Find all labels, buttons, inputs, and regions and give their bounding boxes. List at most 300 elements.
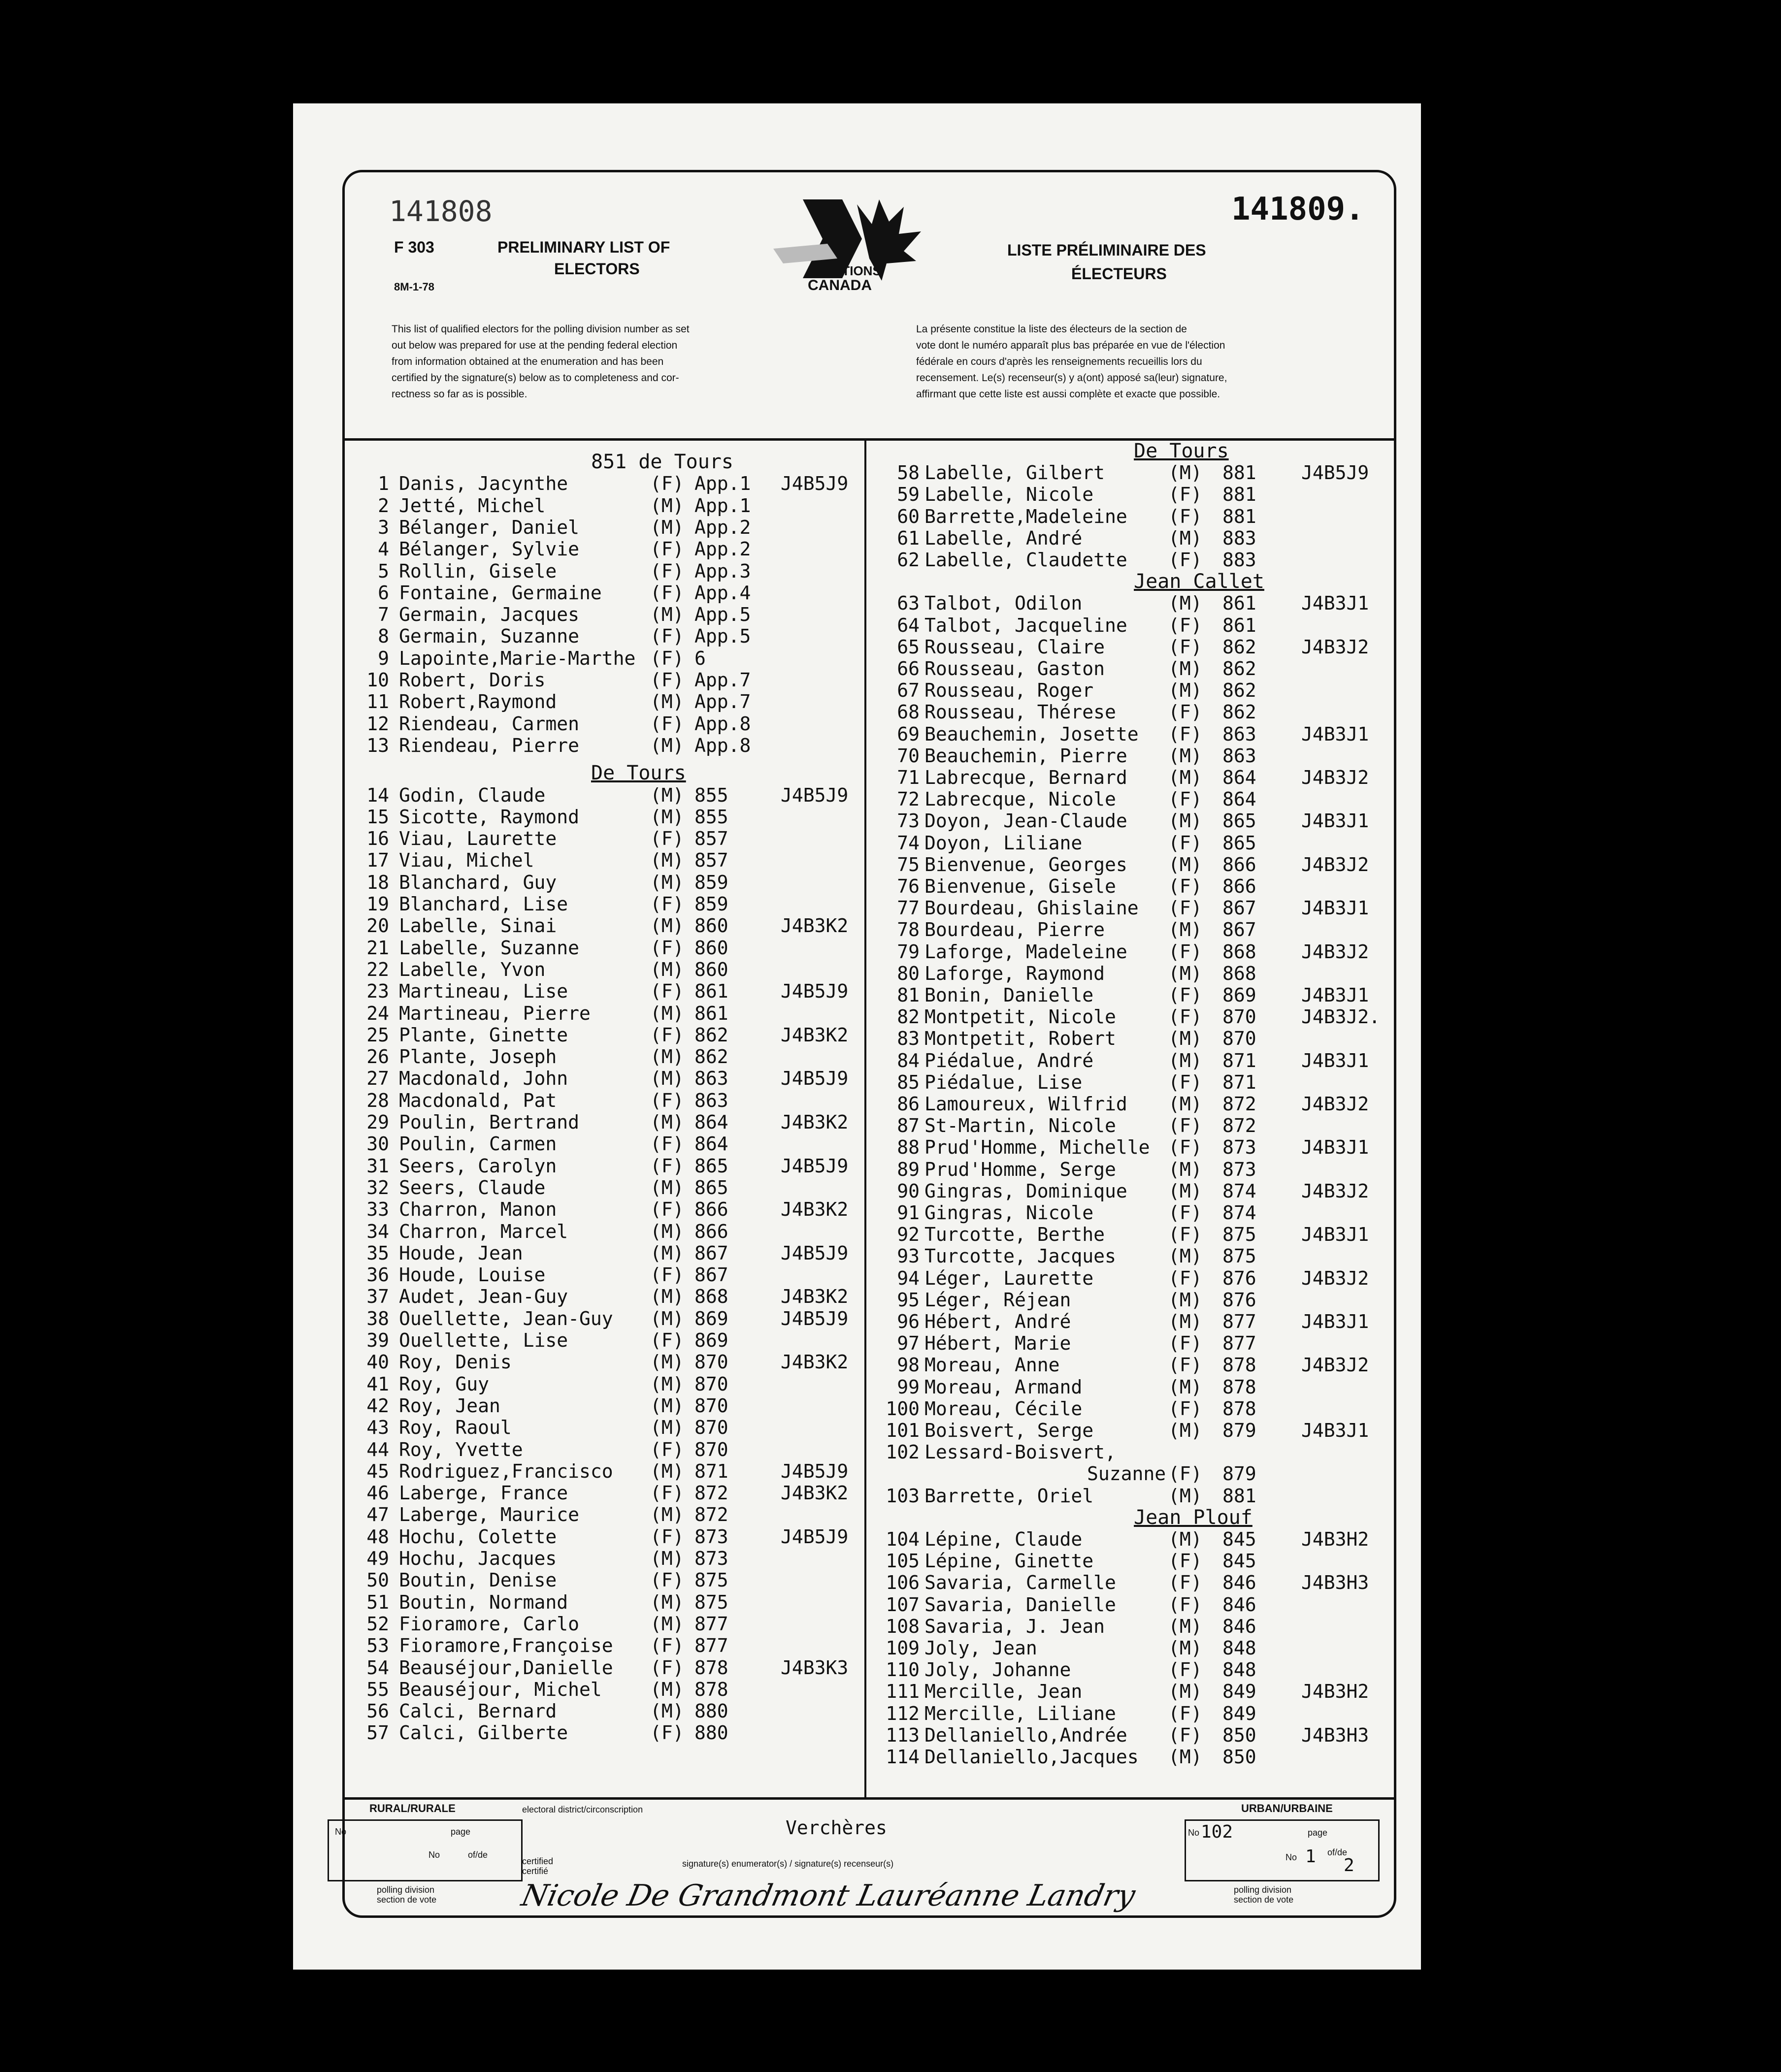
elector-name: Roy, Raoul: [399, 1417, 512, 1439]
elector-address: App.3: [694, 560, 751, 582]
elector-postal-code: J4B3J1: [1301, 1136, 1369, 1159]
elector-address: 878: [1222, 1397, 1256, 1420]
elector-address: 855: [694, 784, 728, 806]
elector-number: 100: [886, 1397, 920, 1420]
elector-number: 74: [897, 832, 920, 854]
elector-postal-code: J4B3J1: [1301, 1311, 1369, 1332]
street-heading-text: 851 de Tours: [591, 451, 733, 473]
elector-name: Joly, Johanne: [924, 1659, 1071, 1681]
elector-row: [868, 1028, 1390, 1049]
elector-row: [355, 604, 862, 625]
elector-number: 92: [897, 1224, 920, 1246]
elector-address: 855: [694, 806, 728, 828]
elector-postal-code: J4B3K2: [781, 1482, 849, 1504]
elector-name: Sicotte, Raymond: [399, 806, 580, 828]
elector-name: Plante, Joseph: [399, 1046, 557, 1068]
polling-division-right: polling division section de vote: [1234, 1885, 1294, 1905]
elector-address: 863: [694, 1089, 728, 1111]
elector-sex: (M): [1168, 1158, 1202, 1180]
elector-address: 857: [694, 828, 728, 850]
elector-number: 62: [897, 549, 920, 571]
elector-number: 44: [366, 1438, 389, 1460]
elector-name: Rousseau, Roger: [924, 680, 1094, 702]
elector-number: 78: [897, 919, 920, 941]
elector-sex: (F): [650, 1264, 684, 1286]
elector-address: 865: [1222, 832, 1256, 854]
elector-row: [868, 1245, 1390, 1267]
elector-address: 874: [1222, 1180, 1256, 1202]
elector-sex: (F): [1168, 549, 1202, 571]
elector-sex: (F): [650, 1198, 684, 1221]
elector-name: Godin, Claude: [399, 784, 546, 806]
elector-number: 46: [366, 1482, 389, 1504]
elector-name: Beauséjour,Danielle: [399, 1656, 613, 1679]
elector-postal-code: J4B3J1: [1301, 592, 1369, 615]
elector-row: [355, 1221, 862, 1242]
title-fr-line2: ÉLECTEURS: [1071, 265, 1167, 283]
elector-sex: (F): [650, 538, 684, 560]
elector-address: 874: [1222, 1202, 1256, 1224]
elector-name: Doyon, Jean-Claude: [924, 810, 1127, 832]
elector-row: [355, 1417, 862, 1438]
elector-address: 875: [694, 1591, 728, 1613]
elector-sex: (M): [1168, 1615, 1202, 1637]
elector-address: 866: [694, 1220, 728, 1242]
elector-row: [868, 1463, 1390, 1485]
rural-number-box: [328, 1819, 523, 1881]
elector-number: 102: [886, 1441, 920, 1463]
elector-address: 849: [1222, 1702, 1256, 1724]
elector-number: 39: [366, 1329, 389, 1351]
elector-row: [355, 1591, 862, 1613]
elector-row: [868, 1637, 1390, 1659]
elector-sex: (M): [1168, 767, 1202, 788]
elector-postal-code: J4B3H2: [1301, 1681, 1369, 1703]
elector-row: [355, 625, 862, 647]
elector-number: 106: [886, 1572, 920, 1594]
elector-number: 43: [366, 1417, 389, 1439]
elector-row: [868, 941, 1390, 963]
elector-name: Mercille, Jean: [924, 1681, 1083, 1703]
elector-row: [355, 1177, 862, 1198]
elector-sex: (M): [1168, 527, 1202, 549]
elector-sex: (F): [650, 669, 684, 691]
elector-row: [868, 1267, 1390, 1289]
elector-postal-code: J4B3K2: [781, 1286, 849, 1308]
elector-sex: (M): [650, 691, 684, 713]
elector-row: [355, 1024, 862, 1046]
elector-number: 66: [897, 658, 920, 680]
elector-row: [355, 849, 862, 871]
enumerator-signatures: Nicole De Grandmont Lauréanne Landry: [518, 1878, 1138, 1913]
elector-row: [868, 1616, 1390, 1637]
elector-number: 17: [366, 849, 389, 872]
elector-sex: (M): [1168, 1528, 1202, 1550]
elector-row: [868, 1528, 1390, 1550]
elector-row: [355, 1700, 862, 1722]
elector-row: [868, 636, 1390, 658]
elector-row: [355, 872, 862, 893]
elector-row: [355, 1526, 862, 1548]
elector-row: [355, 828, 862, 849]
elector-number: 86: [897, 1093, 920, 1115]
elector-postal-code: J4B3H3: [1301, 1724, 1369, 1746]
elector-sex: (F): [650, 1525, 684, 1548]
elector-sex: (M): [650, 1242, 684, 1264]
elector-postal-code: J4B3K2: [781, 915, 849, 937]
elector-address: 863: [1222, 745, 1256, 767]
elector-name: Viau, Michel: [399, 849, 534, 872]
elector-row: [355, 1351, 862, 1373]
elector-address: 860: [694, 915, 728, 937]
elector-name: Robert, Doris: [399, 669, 546, 691]
elector-row: [868, 701, 1390, 723]
elector-number: 9: [378, 647, 389, 669]
elector-row: [868, 658, 1390, 680]
elector-name: Boutin, Normand: [399, 1591, 568, 1613]
elector-row: [868, 1441, 1390, 1463]
elector-name: Barrette,Madeleine: [924, 505, 1127, 527]
street-heading: [591, 451, 733, 473]
elector-row: [868, 1398, 1390, 1420]
elector-address: 861: [1222, 592, 1256, 615]
elector-address: 864: [1222, 788, 1256, 810]
elector-address: 867: [1222, 919, 1256, 941]
elector-name: Roy, Yvette: [399, 1438, 523, 1460]
elector-sex: (F): [1168, 636, 1202, 658]
elector-number: 90: [897, 1180, 920, 1202]
form-code: F 303: [394, 238, 434, 256]
elector-sex: (F): [1168, 1115, 1202, 1137]
elector-address: 862: [1222, 701, 1256, 723]
elector-number: 94: [897, 1267, 920, 1289]
elector-row: [355, 1613, 862, 1635]
elector-row: [355, 1329, 862, 1351]
elector-sex: (M): [650, 1286, 684, 1308]
elector-name: Gingras, Nicole: [924, 1202, 1094, 1224]
elector-number: 93: [897, 1245, 920, 1267]
intro-fr-line: fédérale en cours d'après les renseignements recueillis lors du: [916, 356, 1202, 367]
elector-number: 60: [897, 505, 920, 527]
elector-name: Moreau, Cécile: [924, 1397, 1083, 1420]
elector-sex: (F): [1168, 614, 1202, 636]
certified-label: certified certifié: [522, 1856, 554, 1876]
electors-left-column: [355, 442, 862, 1796]
elector-address: 849: [1222, 1681, 1256, 1703]
elector-number: 84: [897, 1049, 920, 1071]
elector-sex: (M): [1168, 1049, 1202, 1071]
elector-number: 4: [378, 538, 389, 560]
elector-number: 88: [897, 1136, 920, 1159]
elector-address: 846: [1222, 1615, 1256, 1637]
elector-sex: (M): [650, 1351, 684, 1373]
elector-row: [868, 984, 1390, 1006]
elector-postal-code: J4B3K3: [781, 1656, 849, 1679]
elector-name: Fioramore,Françoise: [399, 1635, 613, 1657]
elector-name: Houde, Louise: [399, 1264, 546, 1286]
elector-name: Labelle, André: [924, 527, 1083, 549]
elector-sex: (F): [650, 1024, 684, 1046]
elector-row: [868, 767, 1390, 788]
elector-row: [355, 1679, 862, 1700]
elector-sex: (M): [650, 1504, 684, 1526]
elector-sex: (M): [1168, 745, 1202, 767]
elector-name: Calci, Gilberte: [399, 1722, 568, 1744]
elector-number: 113: [886, 1724, 920, 1746]
intro-fr-line: vote dont le numéro apparaît plus bas préparée en vue de l'élection: [916, 340, 1225, 351]
elector-number: 21: [366, 937, 389, 959]
elector-row: [868, 1071, 1390, 1093]
elector-address: 873: [694, 1548, 728, 1569]
elector-row: [355, 1439, 862, 1460]
elector-row: [868, 1202, 1390, 1224]
elector-address: 864: [694, 1133, 728, 1155]
elector-name: Léger, Laurette: [924, 1267, 1094, 1289]
elector-number: 24: [366, 1002, 389, 1024]
elector-postal-code: J4B3J2: [1301, 1354, 1369, 1376]
logo-text-line2: CANADA: [808, 277, 872, 293]
elector-number: 31: [366, 1155, 389, 1177]
elector-name: Beauchemin, Pierre: [924, 745, 1127, 767]
elector-sex: (M): [650, 1548, 684, 1569]
elector-address: 881: [1222, 505, 1256, 527]
elector-number: 49: [366, 1548, 389, 1569]
elector-sex: (F): [1168, 701, 1202, 723]
elector-number: 14: [366, 784, 389, 806]
elector-postal-code: J4B5J9: [781, 1155, 849, 1177]
elector-sex: (M): [650, 958, 684, 980]
elector-number: 30: [366, 1133, 389, 1155]
elector-name: Houde, Jean: [399, 1242, 523, 1264]
elector-number: 80: [897, 962, 920, 984]
elector-sex: (M): [650, 1176, 684, 1198]
elector-sex: (F): [1168, 1202, 1202, 1224]
elector-address: 865: [1222, 810, 1256, 832]
elector-sex: (M): [1168, 1485, 1202, 1507]
elector-sex: (F): [1168, 1397, 1202, 1420]
elector-address: 881: [1222, 484, 1256, 506]
street-heading-text: Jean Plouf: [1134, 1506, 1253, 1529]
elector-number: 107: [886, 1593, 920, 1616]
elector-name: St-Martin, Nicole: [924, 1115, 1116, 1137]
elector-sex: (F): [650, 937, 684, 959]
elector-name: Poulin, Carmen: [399, 1133, 557, 1155]
elector-number: 77: [897, 897, 920, 919]
elector-name: Lépine, Ginette: [924, 1550, 1094, 1572]
elector-address: 875: [1222, 1224, 1256, 1246]
elector-number: 59: [897, 484, 920, 506]
elections-canada-logo: [768, 194, 931, 298]
elector-number: 34: [366, 1220, 389, 1242]
elector-sex: (M): [650, 1307, 684, 1329]
elector-row: [355, 1046, 862, 1068]
elector-number: 82: [897, 1006, 920, 1028]
elector-row: [355, 1068, 862, 1089]
elector-name: Rodriguez,Francisco: [399, 1460, 613, 1482]
elector-sex: (F): [650, 560, 684, 582]
elector-name: Piédalue, Lise: [924, 1071, 1083, 1093]
elector-row: [868, 1224, 1390, 1245]
intro-en-line: rectness so far as is possible.: [392, 388, 528, 400]
elector-row: [868, 1093, 1390, 1115]
elector-row: [355, 495, 862, 517]
elector-postal-code: J4B3J1: [1301, 1049, 1369, 1071]
elector-name: Fontaine, Germaine: [399, 582, 602, 604]
elector-sex: (M): [650, 1591, 684, 1613]
elector-name: Talbot, Odilon: [924, 592, 1083, 615]
elector-number: 109: [886, 1637, 920, 1659]
elector-address: 850: [1222, 1746, 1256, 1768]
elector-address: 866: [1222, 875, 1256, 897]
elector-name: Fioramore, Carlo: [399, 1613, 580, 1635]
elector-row: [868, 462, 1390, 484]
elector-address: 865: [694, 1155, 728, 1177]
elector-postal-code: J4B5J9: [781, 473, 849, 495]
elector-name: Hébert, Marie: [924, 1332, 1071, 1355]
elector-sex: (M): [650, 1460, 684, 1482]
elector-sex: (F): [650, 1482, 684, 1504]
elector-row: [868, 506, 1390, 527]
elector-address: 875: [1222, 1245, 1256, 1267]
elector-sex: (F): [1168, 484, 1202, 506]
rural-no-label-2: No: [429, 1850, 440, 1860]
street-heading: [591, 762, 686, 784]
elector-name: Bienvenue, Georges: [924, 853, 1127, 875]
elector-number: 20: [366, 915, 389, 937]
elector-sex: (F): [1168, 1071, 1202, 1093]
elector-name: Bourdeau, Pierre: [924, 919, 1105, 941]
street-heading-text: Jean Callet: [1134, 570, 1264, 593]
urban-no-value: 102: [1201, 1822, 1233, 1842]
elector-row: [868, 1724, 1390, 1746]
elector-number: 81: [897, 984, 920, 1006]
elector-postal-code: J4B3J2: [1301, 1093, 1369, 1115]
elector-address: 860: [694, 958, 728, 980]
elector-name: Lépine, Claude: [924, 1528, 1083, 1550]
elector-postal-code: J4B5J9: [781, 980, 849, 1003]
elector-sex: (F): [650, 1569, 684, 1591]
street-heading-text: De Tours: [1134, 440, 1229, 462]
elector-name: Calci, Bernard: [399, 1700, 557, 1722]
elector-number: 95: [897, 1289, 920, 1311]
elector-address: 857: [694, 849, 728, 872]
elector-postal-code: J4B3J2: [1301, 1267, 1369, 1289]
elector-number: 23: [366, 980, 389, 1003]
elector-sex: (F): [650, 1133, 684, 1155]
elector-name: Laforge, Madeleine: [924, 940, 1127, 963]
elector-number: 72: [897, 788, 920, 810]
street-heading-text: De Tours: [591, 762, 686, 785]
elector-name: Suzanne: [1087, 1463, 1166, 1485]
elector-name: Viau, Laurette: [399, 828, 557, 850]
elector-number: 6: [378, 582, 389, 604]
elector-row: [355, 806, 862, 828]
elector-number: 36: [366, 1264, 389, 1286]
elector-row: [355, 735, 862, 756]
form-date: 8M-1-78: [394, 281, 434, 293]
elector-address: 864: [1222, 767, 1256, 788]
elector-name: Lapointe,Marie-Marthe: [399, 647, 636, 669]
elector-name: Seers, Claude: [399, 1176, 546, 1198]
elector-number: 32: [366, 1176, 389, 1198]
elector-address: 850: [1222, 1724, 1256, 1746]
elector-address: 868: [1222, 962, 1256, 984]
elector-address: 870: [694, 1394, 728, 1417]
elector-name: Beauchemin, Josette: [924, 723, 1139, 745]
elector-name: Laforge, Raymond: [924, 962, 1105, 984]
elector-address: 862: [694, 1046, 728, 1068]
elector-row: [355, 648, 862, 669]
elector-postal-code: J4B5J9: [781, 1068, 849, 1090]
polling-division-left: polling division section de vote: [377, 1885, 437, 1905]
elector-address: 862: [694, 1024, 728, 1046]
elector-sex: (M): [650, 1046, 684, 1068]
elector-number: 27: [366, 1068, 389, 1090]
elector-sex: (M): [650, 516, 684, 538]
elector-number: 58: [897, 462, 920, 484]
elector-postal-code: J4B5J9: [781, 784, 849, 806]
elector-sex: (M): [1168, 919, 1202, 941]
elector-address: 866: [1222, 853, 1256, 875]
elector-name: Poulin, Bertrand: [399, 1111, 580, 1133]
elector-sex: (M): [650, 784, 684, 806]
elector-sex: (M): [650, 1068, 684, 1090]
elector-address: 878: [1222, 1376, 1256, 1398]
intro-en-line: certified by the signature(s) below as to completeness and cor-: [392, 372, 679, 384]
elector-sex: (M): [1168, 1746, 1202, 1768]
elector-postal-code: J4B5J9: [781, 1242, 849, 1264]
elector-row: [868, 875, 1390, 897]
urban-of-value: 2: [1344, 1855, 1354, 1876]
elector-name: Boisvert, Serge: [924, 1420, 1094, 1441]
elector-number: 98: [897, 1354, 920, 1376]
elector-postal-code: J4B3J1: [1301, 984, 1369, 1006]
elector-address: App.1: [694, 473, 751, 495]
elector-sex: (F): [650, 828, 684, 850]
elector-sex: (M): [650, 1394, 684, 1417]
elector-number: 28: [366, 1089, 389, 1111]
elector-name: Moreau, Armand: [924, 1376, 1083, 1398]
elector-row: [868, 1572, 1390, 1593]
elector-row: [355, 1373, 862, 1395]
elector-sex: (M): [1168, 853, 1202, 875]
elector-name: Riendeau, Pierre: [399, 734, 580, 756]
elector-sex: (M): [650, 494, 684, 517]
elector-number: 22: [366, 958, 389, 980]
elector-address: 862: [1222, 680, 1256, 702]
elector-row: [868, 1354, 1390, 1376]
elector-address: App.2: [694, 516, 751, 538]
elector-name: Labelle, Sinai: [399, 915, 557, 937]
elector-address: 846: [1222, 1593, 1256, 1616]
elector-row: [355, 1548, 862, 1569]
elector-address: 862: [1222, 636, 1256, 658]
elector-sex: (M): [650, 1417, 684, 1439]
elector-number: 10: [366, 669, 389, 691]
elector-row: [868, 810, 1390, 832]
elector-sex: (F): [1168, 788, 1202, 810]
elector-number: 56: [366, 1700, 389, 1722]
elector-row: [868, 1659, 1390, 1681]
elector-number: 75: [897, 853, 920, 875]
elector-address: App.5: [694, 625, 751, 648]
elector-postal-code: J4B5J9: [781, 1307, 849, 1329]
elector-address: 878: [694, 1656, 728, 1679]
elector-row: [355, 713, 862, 735]
elector-name: Joly, Jean: [924, 1637, 1037, 1659]
elector-row: [355, 1657, 862, 1679]
elector-row: [355, 1111, 862, 1133]
